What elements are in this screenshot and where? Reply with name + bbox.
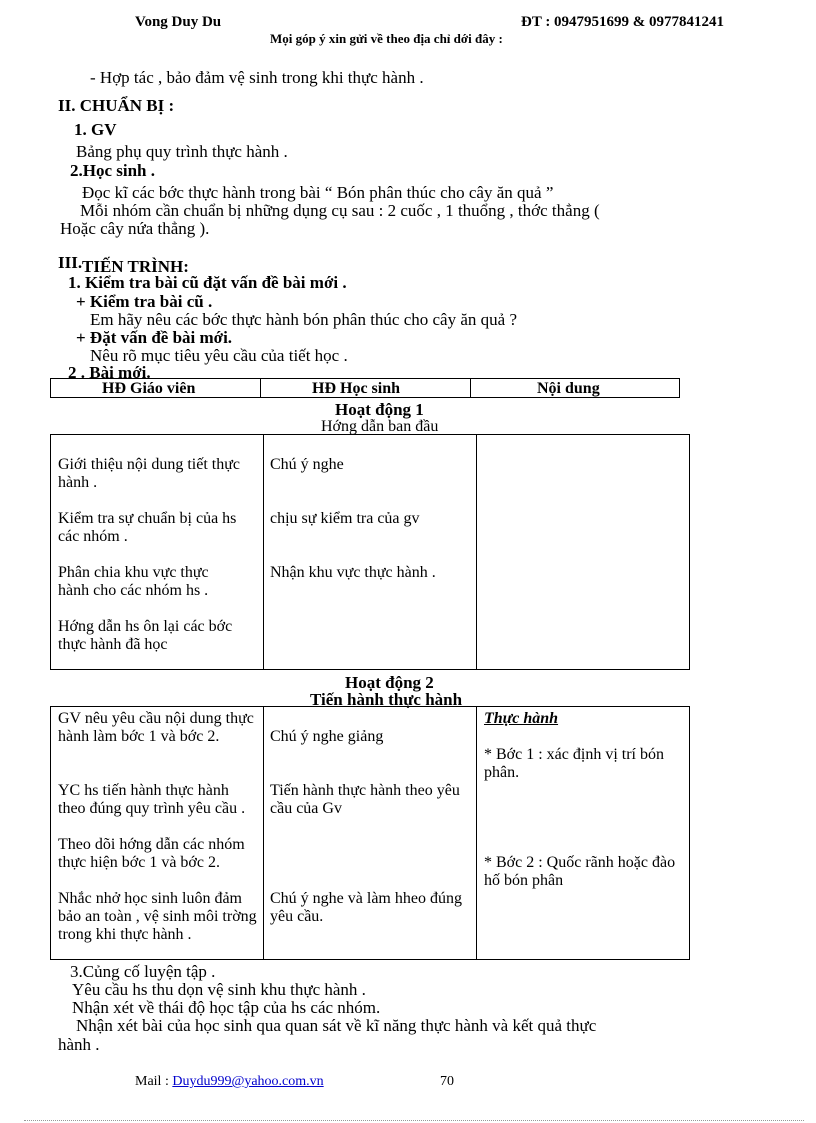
- activity2-nd-title: Thực hành: [484, 710, 559, 727]
- table-header-divider: [260, 378, 261, 398]
- header-author: Vong Duy Du: [135, 14, 222, 30]
- section-end-line1: Yêu cầu hs thu dọn vệ sinh khu thực hành .: [72, 980, 366, 999]
- activity2-gv-2: YC hs tiến hành thực hành theo đúng quy trình yêu cầu .: [58, 782, 246, 817]
- activity1-divider: [263, 434, 264, 670]
- header-phone: ĐT : 0947951699 & 0977841241: [521, 14, 725, 30]
- activity1-hs-2: chịu sự kiểm tra của gv: [270, 510, 420, 527]
- activity2-nd-1: * Bớc 1 : xác định vị trí bón phân.: [484, 746, 664, 781]
- activity2-divider: [263, 706, 264, 960]
- hs-line1: Đọc kĩ các bớc thực hành trong bài “ Bón phân thúc cho cây ăn quả ”: [82, 183, 554, 202]
- section-end-line4: hành .: [58, 1035, 100, 1054]
- kt-text: Em hãy nêu các bớc thực hành bón phân thúc cho cây ăn quả ?: [90, 310, 517, 329]
- dv-text: Nêu rõ mục tiêu yêu cầu của tiết học .: [90, 346, 348, 365]
- activity1-hs-3: Nhận khu vực thực hành .: [270, 564, 436, 581]
- activity2-gv-3: Theo dõi hớng dẫn các nhóm thực hiện bớc 1 và bớc 2.: [58, 836, 245, 871]
- table-header-hs: HĐ Học sinh: [312, 380, 401, 397]
- gv-heading: 1. GV: [74, 120, 117, 139]
- table-header-divider: [470, 378, 471, 398]
- dv-label-text: + Đặt vấn đề bài mới.: [76, 328, 233, 347]
- activity1-subtitle: Hớng dẫn ban đầu: [321, 418, 439, 435]
- dv-label: [76, 328, 232, 348]
- kt-label: [76, 292, 212, 312]
- hs-heading: 2.Học sinh .: [70, 161, 156, 180]
- hs-line2: Mỗi nhóm cần chuẩn bị những dụng cụ sau : 2 cuốc , 1 thuổng , thớc thẳng (: [80, 201, 600, 220]
- activity1-gv-1: Giới thiệu nội dung tiết thực hành .: [58, 456, 240, 491]
- section3-sub1: 1. Kiểm tra bài cũ đặt vấn đề bài mới .: [68, 273, 347, 292]
- activity2-divider: [476, 706, 477, 960]
- section2-heading: II. CHUẨN BỊ :: [58, 96, 175, 115]
- table-header-gv: HĐ Giáo viên: [102, 380, 196, 397]
- section3-heading: TIẾN TRÌNH:: [82, 257, 189, 276]
- activity1-hs-1: Chú ý nghe: [270, 456, 344, 473]
- activity2-gv-1: GV nêu yêu cầu nội dung thực hành làm bớc 1 và bớc 2.: [58, 710, 254, 745]
- activity2-hs-2: Tiến hành thực hành theo yêu cầu của Gv: [270, 782, 460, 817]
- hs-line3: Hoặc cây nứa thẳng ).: [60, 219, 210, 238]
- section3-sub2: 2 . Bài mới.: [68, 363, 151, 382]
- activity1-gv-3: Phân chia khu vực thực hành cho các nhóm hs .: [58, 564, 209, 599]
- footer-divider: [24, 1120, 804, 1121]
- section-end-line2: Nhận xét về thái độ học tập của hs các nhóm.: [72, 998, 381, 1017]
- gv-text: Bảng phụ quy trình thực hành .: [76, 142, 288, 161]
- activity1-gv-2: Kiểm tra sự chuẩn bị của hs các nhóm .: [58, 510, 237, 545]
- footer-mail: [135, 1074, 324, 1090]
- kt-label-text: + Kiểm tra bài cũ .: [76, 292, 213, 311]
- activity2-hs-3: Chú ý nghe và làm hheo đúng yêu cầu.: [270, 890, 462, 925]
- activity2-title: Hoạt động 2: [345, 673, 434, 692]
- section-end-heading: 3.Củng cố luyện tập .: [70, 962, 216, 981]
- footer-mail-label: Mail :: [135, 1074, 173, 1089]
- header-note: Mọi góp ý xin gửi về theo địa chỉ dới đây :: [270, 31, 503, 46]
- section3-num: III.: [58, 253, 83, 272]
- page-number: 70: [440, 1074, 454, 1089]
- activity1-divider: [476, 434, 477, 670]
- activity2-hs-1: Chú ý nghe giảng: [270, 728, 384, 745]
- activity1-title: Hoạt động 1: [335, 400, 424, 419]
- intro-bullet: - Hợp tác , bảo đảm vệ sinh trong khi thực hành .: [90, 68, 424, 87]
- activity2-subtitle: Tiến hành thực hành: [310, 690, 463, 709]
- footer-mail-link[interactable]: Duydu999@yahoo.com.vn: [172, 1074, 324, 1089]
- activity2-gv-4: Nhắc nhở học sinh luôn đảm bảo an toàn , vệ sinh môi trờng trong khi thực hành .: [58, 890, 257, 943]
- activity1-gv-4: Hớng dẫn hs ôn lại các bớc thực hành đã học: [58, 618, 233, 653]
- table-header-nd: Nội dung: [537, 380, 600, 397]
- activity2-nd-2: * Bớc 2 : Quốc rãnh hoặc đào hố bón phân: [484, 854, 676, 889]
- section-end-line3: Nhận xét bài của học sinh qua quan sát về kĩ năng thực hành và kết quả thực: [76, 1016, 597, 1035]
